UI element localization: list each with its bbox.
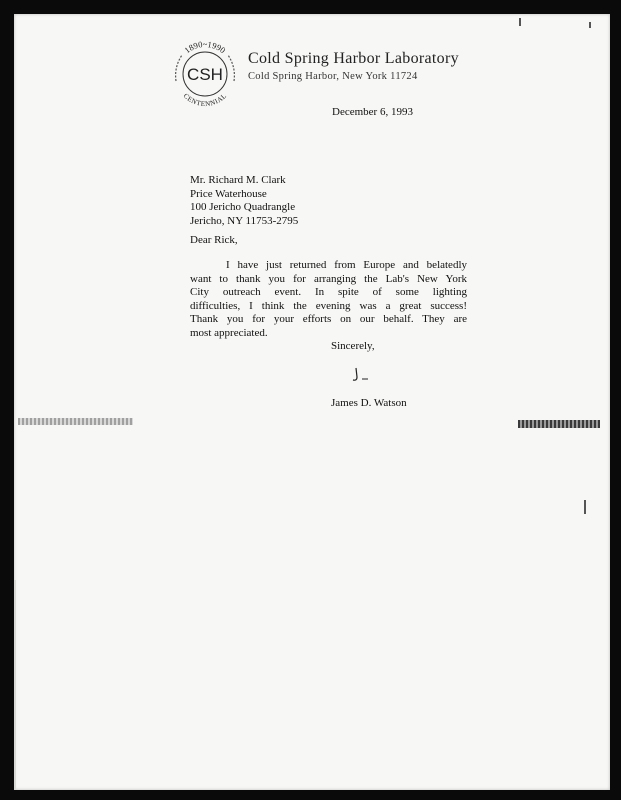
body-line: I have just returned from Europe and belatedly xyxy=(226,259,467,271)
scan-tick xyxy=(589,22,591,28)
scan-artifact-right xyxy=(518,420,600,428)
handwritten-signature xyxy=(350,365,380,390)
organization-address: Cold Spring Harbor, New York 11724 xyxy=(248,71,418,82)
recipient-line: Price Waterhouse xyxy=(190,187,267,200)
svg-text:CSH: CSH xyxy=(187,65,223,84)
salutation: Dear Rick, xyxy=(190,234,238,246)
body-line: City outreach event. In spite of some lighting xyxy=(190,286,467,298)
signer-name: James D. Watson xyxy=(331,397,407,409)
scan-tick xyxy=(519,18,521,26)
body-line: want to thank you for arranging the Lab's New York xyxy=(190,272,467,285)
recipient-line: Jericho, NY 11753-2795 xyxy=(190,214,299,227)
letter-body xyxy=(190,259,467,340)
scan-tick xyxy=(584,500,586,514)
body-line: difficulties, I think the evening was a great success! xyxy=(190,299,467,312)
body-line: most appreciated. xyxy=(190,326,268,339)
recipient-line: Mr. Richard M. Clark xyxy=(190,174,286,186)
letter-date: December 6, 1993 xyxy=(332,106,413,118)
svg-text:1890~1990: 1890~1990 xyxy=(182,39,228,56)
closing: Sincerely, xyxy=(331,340,375,352)
svg-text:CENTENNIAL: CENTENNIAL xyxy=(181,91,229,109)
organization-name: Cold Spring Harbor Laboratory xyxy=(248,50,459,67)
paper-edge xyxy=(14,580,16,790)
body-line: Thank you for your efforts on our behalf. They are xyxy=(190,313,467,325)
letter-page xyxy=(14,14,610,790)
recipient-line: 100 Jericho Quadrangle xyxy=(190,201,296,213)
scan-artifact-left xyxy=(18,418,133,425)
centennial-seal-logo xyxy=(168,37,242,111)
recipient-address xyxy=(190,174,298,228)
